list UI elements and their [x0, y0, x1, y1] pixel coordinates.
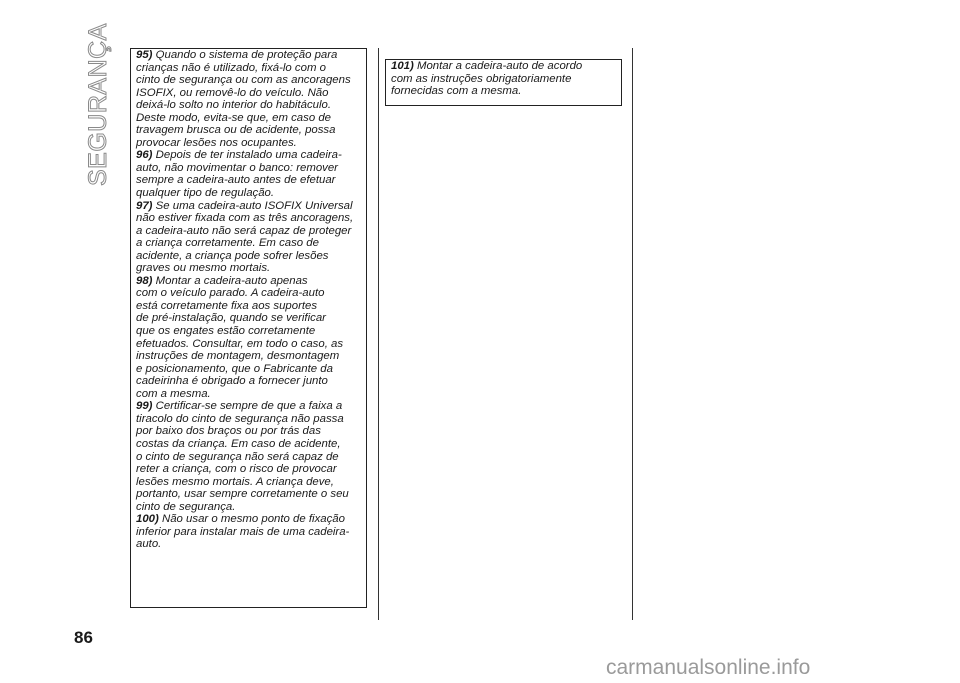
note-101: [391, 60, 617, 98]
note-text: Montar a cadeira-auto apenas com o veículo parado. A cadeira-auto está corretamente fixa aos suportes de pré-instalação, quando se verificar que os engates estão corretamente efetuados. Consultar, em todo o caso, as instruções de montagem, desmontagem e posicionamento, que o Fabricante da cadeirinha é obrigado a fornecer junto com a mesma.: [136, 274, 344, 400]
note-number: 100): [136, 513, 159, 526]
note-100: [136, 513, 362, 551]
note-text: Depois de ter instalado uma cadeira- auto, não movimentar o banco: remover sempre a cadeira-auto antes de efetuar qualquer tipo de regulação.: [136, 149, 342, 200]
note-text: Se uma cadeira-auto ISOFIX Universal não estiver fixada com as três ancoragens, a cadeira-auto não será capaz de proteger a criança corretamente. Em caso de acidente, a criança pode sofrer lesões graves ou mesmo mortais.: [136, 199, 354, 275]
note-95: [136, 49, 362, 149]
note-text: Quando o sistema de proteção para crianças não é utilizado, fixá-lo com o cinto de segurança ou com as ancoragens ISOFIX, ou removê-lo do veículo. Não deixá-lo solto no interior do habitáculo. Deste modo, evita-se que, em caso de travagem brusca ou de acidente, possa provocar lesões nos ocupantes.: [136, 49, 351, 149]
note-text: Certificar-se sempre de que a faixa a tiracolo do cinto de segurança não passa por baixo dos braços ou por trás das costas da criança. Em caso de acidente, o cinto de segurança não será capaz de reter a criança, com o risco de provocar lesões mesmo mortais. A criança deve, portanto, usar sempre corretamente o seu cinto de segurança.: [136, 400, 349, 513]
note-97: [136, 200, 362, 275]
note-96: [136, 149, 362, 199]
warning-notes-box-left: [130, 48, 367, 608]
section-title: SEGURANÇA: [84, 23, 112, 186]
note-98: [136, 275, 362, 400]
note-99: [136, 400, 362, 513]
note-text: Montar a cadeira-auto de acordo com as instruções obrigatoriamente fornecidas com a mesma.: [391, 60, 583, 98]
note-number: 95): [136, 49, 153, 61]
column-divider-left: [378, 48, 379, 620]
warning-notes-box-middle: [385, 59, 622, 106]
note-number: 98): [136, 274, 153, 287]
watermark: carmanualsonline.info: [606, 656, 811, 679]
note-number: 101): [391, 60, 414, 72]
page-number: 86: [74, 628, 93, 647]
note-number: 97): [136, 199, 153, 212]
note-number: 99): [136, 400, 153, 413]
column-divider-right: [632, 48, 633, 620]
note-number: 96): [136, 149, 153, 162]
note-text: Não usar o mesmo ponto de fixação inferior para instalar mais de uma cadeira- auto.: [136, 513, 350, 551]
